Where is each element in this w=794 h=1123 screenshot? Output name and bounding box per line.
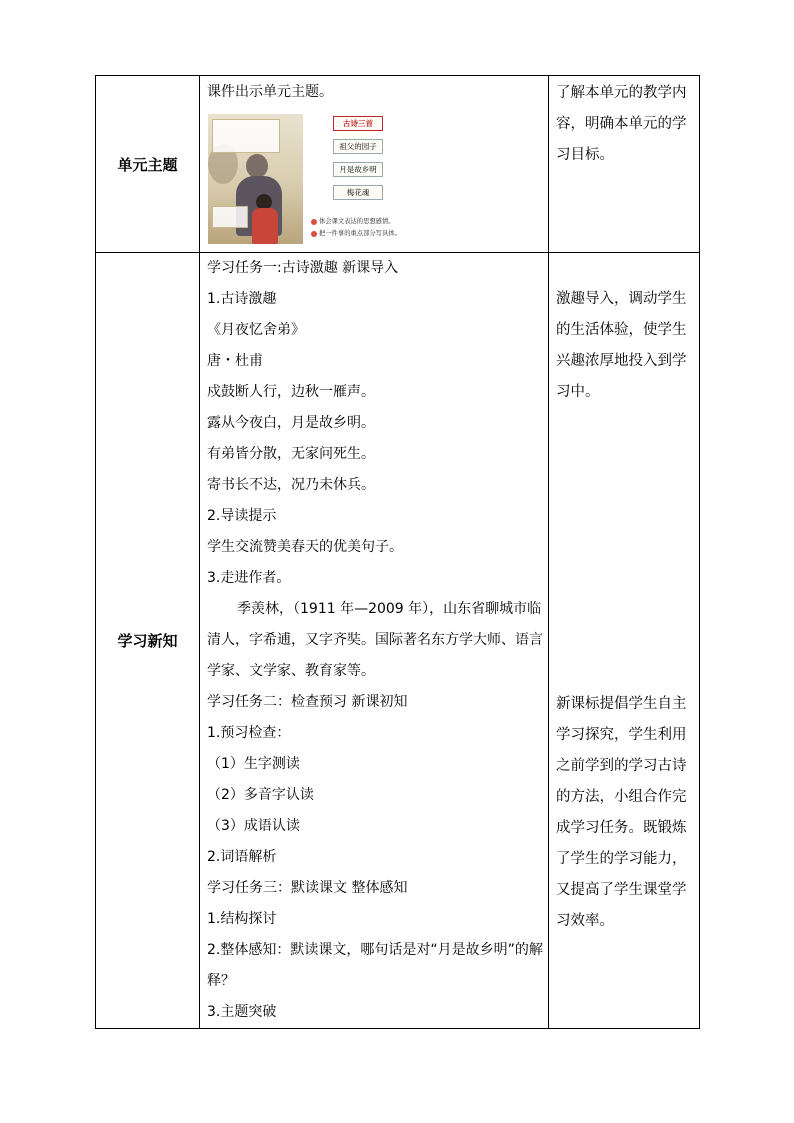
goal-item: 体会课文表达的思想感情。	[311, 216, 443, 228]
bullet-icon	[311, 231, 317, 237]
lesson-plan-table	[95, 75, 700, 1029]
content-line: 学生交流赞美春天的优美句子。	[207, 539, 403, 555]
content-line: 1.结构探讨	[207, 911, 277, 927]
goal-item: 把一件事的重点部分写具体。	[311, 228, 443, 240]
content-line: 课件出示单元主题。	[207, 84, 333, 100]
note-cell	[549, 253, 700, 1029]
grandfather-child-picture	[208, 114, 303, 244]
unit-theme-illustration	[208, 114, 446, 244]
content-line: 《月夜忆舍弟》	[207, 322, 305, 338]
content-line: （2）多音字认读	[207, 787, 314, 803]
content-line: 唐・杜甫	[207, 353, 263, 369]
bullet-icon	[311, 219, 317, 225]
row-label: 学习新知	[117, 632, 178, 650]
row-label-cell	[96, 253, 200, 1029]
lesson-tag: 祖父的园子	[333, 139, 383, 154]
content-line: 1.古诗激趣	[207, 291, 277, 307]
unit-goals	[311, 216, 443, 240]
content-line: 2.词语解析	[207, 849, 277, 865]
table-row	[96, 76, 700, 253]
lesson-list	[333, 116, 383, 208]
lesson-tag: 月是故乡明	[333, 162, 383, 177]
design-note: 新课标提倡学生自主学习探究，学生利用之前学到的学习古诗的方法，小组合作完成学习任务。既锻炼了学生的学习能力，又提高了学生课堂学习效率。	[556, 696, 687, 929]
content-line: 3.走进作者。	[207, 570, 291, 586]
content-cell	[200, 253, 549, 1029]
content-line: 有弟皆分散，无家问死生。	[207, 446, 375, 462]
row-label: 单元主题	[117, 155, 178, 174]
table-row	[96, 253, 700, 1029]
content-cell	[200, 76, 549, 253]
content-line: 3.主题突破	[207, 1004, 277, 1020]
design-note: 了解本单元的教学内容，明确本单元的学习目标。	[556, 85, 687, 163]
design-note: 激趣导入，调动学生的生活体验，使学生兴趣浓厚地投入到学习中。	[556, 291, 687, 400]
content-line: 戍鼓断人行，边秋一雁声。	[207, 384, 375, 400]
content-line: 学习任务二：检查预习 新课初知	[207, 694, 408, 710]
lesson-tag: 梅花魂	[333, 185, 383, 200]
content-line: 露从今夜白，月是故乡明。	[207, 415, 375, 431]
content-line: 2.整体感知：默读课文，哪句话是对“月是故乡明”的解释？	[207, 942, 543, 989]
row-label-cell	[96, 76, 200, 253]
lesson-tag: 古诗三首	[333, 116, 383, 131]
author-intro: 季羡林，（1911 年—2009 年），山东省聊城市临清人，字希逋，又字齐奘。国际著名东方学大师、语言学家、文学家、教育家等。	[207, 601, 543, 679]
content-line: （3）成语认读	[207, 818, 300, 834]
content-line: 寄书长不达，况乃未休兵。	[207, 477, 375, 493]
content-line: 1.预习检查：	[207, 725, 291, 741]
content-line: 学习任务三：默读课文 整体感知	[207, 880, 408, 896]
content-line: 2.导读提示	[207, 508, 277, 524]
content-line: （1）生字测读	[207, 756, 300, 772]
content-line: 学习任务一:古诗激趣 新课导入	[207, 260, 399, 276]
note-cell	[549, 76, 700, 253]
